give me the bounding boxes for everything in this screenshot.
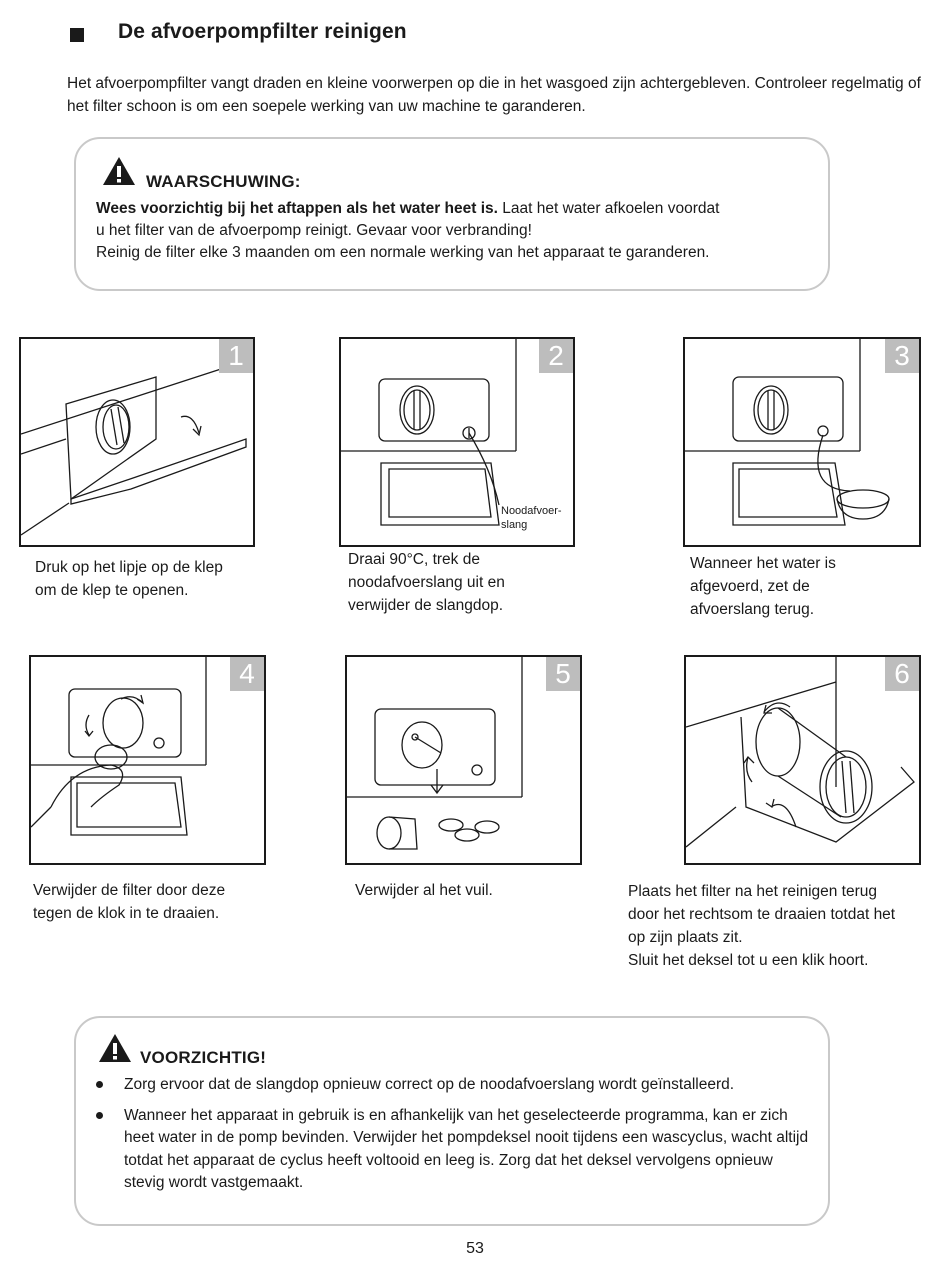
step-2-caption-line: Draai 90°C, trek de (348, 551, 480, 568)
warning-triangle-icon (98, 1032, 132, 1064)
step-5-number: 5 (546, 657, 580, 691)
step-1-caption-line: om de klep te openen. (35, 582, 189, 599)
step-6-caption-line: op zijn plaats zit. (628, 929, 743, 946)
step-4-caption-line: tegen de klok in te draaien. (33, 905, 220, 922)
caution-box (74, 1016, 830, 1226)
caution-bullet: Zorg ervoor dat de slangdop opnieuw correct op de noodafvoerslang wordt geïnstalleerd. (124, 1074, 814, 1097)
warning-line1: Laat het water afkoelen voordat (497, 200, 720, 217)
warning-triangle-icon (102, 155, 136, 187)
caution-list (124, 1074, 814, 1203)
heading-square-icon (70, 28, 84, 42)
step-3-number: 3 (885, 339, 919, 373)
step-6-caption-line: door het rechtsom te draaien totdat het (628, 906, 896, 923)
caution-heading: VOORZICHTIG! (140, 1048, 267, 1067)
step-5-caption-line: Verwijder al het vuil. (355, 882, 493, 899)
step-1-number: 1 (219, 339, 253, 373)
step-3-caption (690, 552, 930, 621)
drain-hose-label-line: slang (501, 519, 528, 531)
intro-paragraph: Het afvoerpompfilter vangt draden en kleine voorwerpen op die in het wasgoed zijn achtergebleven. Controleer regelmatig of het filter schoon is om een soepele werking van uw machine te garanderen. (67, 75, 921, 115)
warning-box (74, 137, 830, 291)
step-6-caption (628, 880, 948, 972)
step-3-drawing (685, 339, 919, 545)
drain-hose-label-line: Noodafvoer- (501, 505, 562, 517)
step-2-caption-line: noodafvoerslang uit en (348, 574, 505, 591)
warning-heading: WAARSCHUWING: (146, 172, 301, 191)
step-4-number: 4 (230, 657, 264, 691)
step-3-caption-line: afgevoerd, zet de (690, 578, 810, 595)
step-2-number: 2 (539, 339, 573, 373)
drain-hose-label (501, 504, 562, 532)
step-6-caption-line: Sluit het deksel tot u een klik hoort. (628, 952, 869, 969)
warning-bold: Wees voorzichtig bij het aftappen als het water heet is. (96, 200, 498, 217)
step-1-caption (35, 556, 275, 602)
step-1-illustration (19, 337, 255, 547)
warning-text (96, 198, 826, 264)
caution-bullet: Wanneer het apparaat in gebruik is en afhankelijk van het geselecteerde programma, kan er zich heet water in de pomp bevinden. Verwijder het pompdeksel nooit tijdens een wascyclus, wacht altijd totdat het apparaat de cyclus heeft voltooid en leeg is. Zorg dat het deksel vervolgens opnieuw stevig wordt vastgemaakt. (124, 1105, 814, 1195)
step-6-illustration (684, 655, 921, 865)
warning-line2: u het filter van de afvoerpomp reinigt. Gevaar voor verbranding! (96, 222, 532, 239)
step-3-caption-line: Wanneer het water is (690, 555, 836, 572)
step-6-caption-line: Plaats het filter na het reinigen terug (628, 883, 878, 900)
step-3-illustration (683, 337, 921, 547)
warning-line3: Reinig de filter elke 3 maanden om een normale werking van het apparaat te garanderen. (96, 244, 710, 261)
step-5-caption (355, 879, 595, 902)
page-number: 53 (466, 1240, 484, 1257)
step-2-illustration (339, 337, 575, 547)
step-6-number: 6 (885, 657, 919, 691)
step-4-caption (33, 879, 293, 925)
step-4-illustration (29, 655, 266, 865)
step-3-caption-line: afvoerslang terug. (690, 601, 815, 618)
step-4-caption-line: Verwijder de filter door deze (33, 882, 226, 899)
step-2-caption (348, 548, 588, 617)
step-2-caption-line: verwijder de slangdop. (348, 597, 504, 614)
page-title: De afvoerpompfilter reinigen (118, 20, 407, 43)
step-5-illustration (345, 655, 582, 865)
step-1-caption-line: Druk op het lipje op de klep (35, 559, 223, 576)
